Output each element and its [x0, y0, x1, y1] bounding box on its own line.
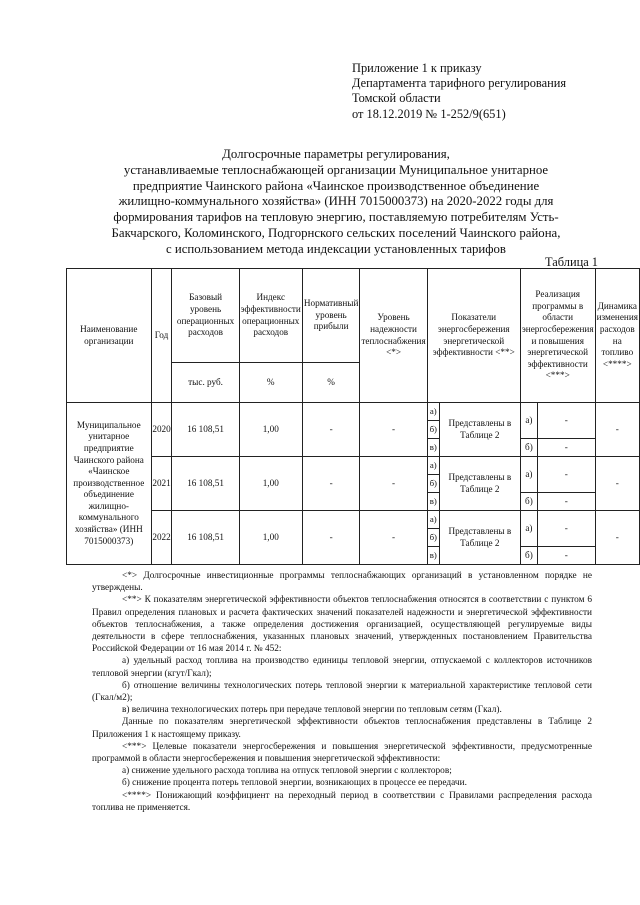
row-reliability: - [360, 403, 427, 457]
footnote-1: <*> Долгосрочные инвестиционные программы теплоснабжающих организаций в установленном порядке не утверждены. [92, 571, 592, 594]
energy-letter-v: в) [427, 493, 439, 511]
program-letter-a: а) [520, 403, 537, 439]
row-energy [439, 457, 520, 511]
row-index: 1,00 [239, 403, 302, 457]
footnote-3b: б) снижение процента потерь тепловой энергии, возникающих в процессе ее передачи. [122, 778, 467, 789]
footnote-2v: в) величина технологических потерь при передаче тепловой энергии по тепловым сетям (Гкал). [122, 705, 502, 716]
energy-letter-b: б) [427, 475, 439, 493]
program-letter-b: б) [520, 547, 537, 565]
appendix-line: Томской области [352, 91, 441, 106]
organization-name-text: Муниципальное унитарное предприятие Чаинского района «Чаинское производственное объединение жилищно-коммунального хозяйства» (ИНН 7015000373) [73, 419, 145, 546]
program-letter-b: б) [520, 439, 537, 457]
unit-base: тыс. руб. [172, 363, 239, 403]
program-value-a: - [537, 511, 595, 547]
program-letter-a: а) [520, 511, 537, 547]
row-energy [439, 403, 520, 457]
appendix-line: от 18.12.2019 № 1-252/9(651) [352, 106, 506, 121]
row-base: 16 108,51 [172, 457, 239, 511]
parameters-table [66, 268, 640, 565]
header-index-text: Индекс эффективности операционных расходов [240, 292, 301, 338]
footnote-2-end: Данные по показателям энергетической эффективности объектов теплоснабжения представлены в Таблице 2 Приложения 1 к настоящему приказу. [92, 717, 592, 740]
row-energy-text: Представлены в Таблице 2 [448, 525, 512, 548]
title-line: устанавливаемые теплоснабжающей организации Муниципальное унитарное [123, 162, 549, 177]
header-base [172, 269, 239, 363]
header-norm [302, 269, 360, 363]
energy-letter-a: а) [427, 457, 439, 475]
row-year: 2020 [151, 403, 172, 457]
row-reliability: - [360, 511, 427, 565]
row-norm: - [302, 457, 360, 511]
header-energy [427, 269, 520, 403]
appendix-block [352, 61, 566, 122]
header-program [520, 269, 595, 403]
program-value-b: - [537, 439, 595, 457]
appendix-line: Приложение 1 к приказу [352, 61, 482, 75]
row-base: 16 108,51 [172, 403, 239, 457]
row-dynamics: - [595, 403, 639, 457]
header-reliability [360, 269, 427, 403]
header-index [239, 269, 302, 363]
title-line: Долгосрочные параметры регулирования, [222, 147, 450, 161]
unit-norm: % [302, 363, 360, 403]
energy-letter-v: в) [427, 547, 439, 565]
header-year: Год [151, 269, 172, 403]
header-energy-text: Показатели энергосбережения энергетической эффективности <**> [432, 312, 515, 358]
row-reliability: - [360, 457, 427, 511]
header-dynamics-text: Динамика изменения расходов на топливо <****> [596, 300, 638, 369]
program-value-b: - [537, 493, 595, 511]
row-year: 2022 [151, 511, 172, 565]
row-index: 1,00 [239, 511, 302, 565]
energy-letter-a: а) [427, 403, 439, 421]
energy-letter-b: б) [427, 529, 439, 547]
row-energy [439, 511, 520, 565]
row-energy-text: Представлены в Таблице 2 [448, 471, 512, 494]
row-year: 2021 [151, 457, 172, 511]
program-value-a: - [537, 403, 595, 439]
footnotes [92, 570, 592, 814]
title-line: предприятие Чаинского района «Чаинское производственное объединение [132, 178, 540, 193]
title-line: жилищно-коммунального хозяйства» (ИНН 7015000373) на 2020-2022 годы для [118, 194, 554, 209]
energy-letter-b: б) [427, 421, 439, 439]
organization-name [67, 403, 152, 565]
energy-letter-a: а) [427, 511, 439, 529]
program-letter-a: а) [520, 457, 537, 493]
footnote-4: <****> Понижающий коэффициент на переходный период в соответствии с Правилами распределения расхода топлива не применяется. [92, 790, 592, 813]
footnote-2a: а) удельный расход топлива на производство единицы тепловой энергии, отпускаемой с коллекторов источников тепловой энергии (кгут/Гкал); [92, 656, 592, 679]
row-energy-text: Представлены в Таблице 2 [448, 417, 512, 440]
program-value-b: - [537, 547, 595, 565]
energy-letter-v: в) [427, 439, 439, 457]
header-norm-text: Нормативный уровень прибыли [303, 298, 359, 332]
footnote-3: <***> Целевые показатели энергосбережения и повышения энергетической эффективности, предусмотренные программой в области энергосбережения и повышения энергетической эффективности: [92, 741, 592, 765]
header-base-text: Базовый уровень операционных расходов [176, 292, 235, 338]
row-norm: - [302, 511, 360, 565]
row-dynamics: - [595, 511, 639, 565]
table-number: Таблица 1 [545, 255, 598, 269]
title-line: с использованием метода индексации установленных тарифов [166, 241, 506, 256]
row-norm: - [302, 403, 360, 457]
header-org: Наименование организации [67, 269, 152, 403]
title-line: Бакчарского, Коломинского, Подгорнского сельских поселений Чаинского района, [111, 225, 561, 240]
title-line: формирования тарифов на тепловую энергию, поставляемую потребителям Усть- [113, 210, 559, 225]
footnote-3a: а) снижение удельного расхода топлива на отпуск тепловой энергии с коллекторов; [122, 766, 452, 777]
row-base: 16 108,51 [172, 511, 239, 565]
header-dynamics [595, 269, 639, 403]
footnote-2: <**> К показателям энергетической эффективности объектов теплоснабжения относятся в соответствии с пунктом 6 Правил определения плановых и расчета фактических значений показателей надежности и энергетической эффективности объектов теплоснабжения, а также определения достижения организацией, осуществляющей регулируемые виды деятельности в сфере теплоснабжения, указанных плановых значений, утвержденных постановлением Правительства Российской Федерации от 16 мая 2014 г. № 452: [92, 595, 592, 655]
program-letter-b: б) [520, 493, 537, 511]
document-title [70, 147, 602, 258]
row-index: 1,00 [239, 457, 302, 511]
program-value-a: - [537, 457, 595, 493]
footnote-2b: б) отношение величины технологических потерь тепловой энергии к материальной характеристике тепловой сети (Гкал/м2); [92, 680, 592, 704]
row-dynamics: - [595, 457, 639, 511]
header-reliability-text: Уровень надежности теплоснабжения <*> [361, 312, 426, 358]
unit-index: % [239, 363, 302, 403]
appendix-line: Департамента тарифного регулирования [352, 76, 567, 91]
header-program-text: Реализация программы в области энергосбережения и повышения энергетической эффективности <***> [521, 289, 594, 381]
